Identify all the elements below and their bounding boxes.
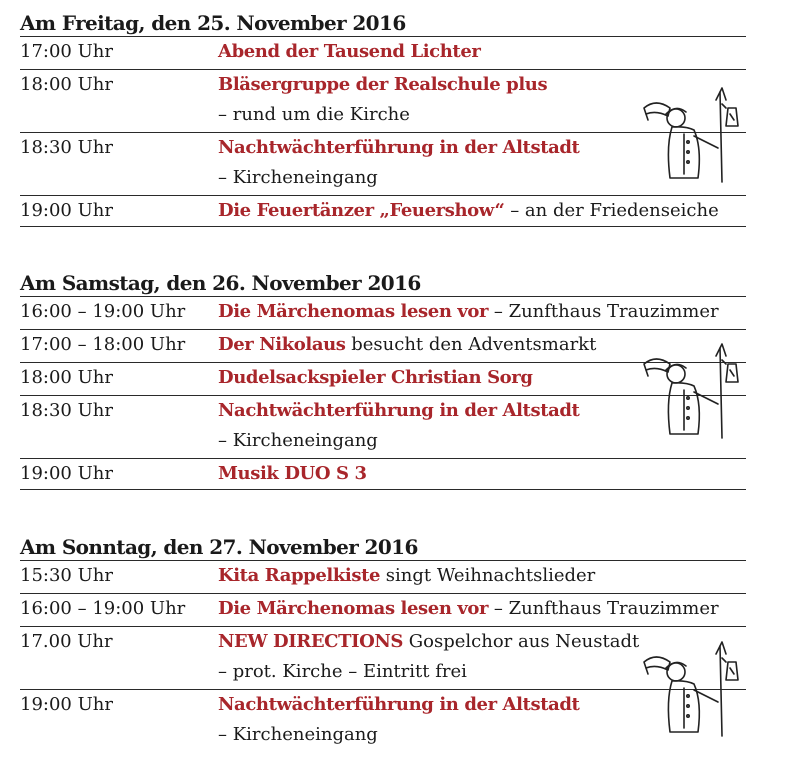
event-title: Die Feuertänzer „Feuershow“ (218, 200, 505, 221)
night-watchman-illustration (636, 86, 756, 186)
event-time: 19:00 Uhr (20, 200, 113, 221)
night-watchman-icon (636, 342, 756, 442)
event-title: NEW DIRECTIONS (218, 631, 404, 652)
night-watchman-icon (636, 640, 756, 740)
event-title: Die Märchenomas lesen vor (218, 598, 489, 619)
event-time: 19:00 Uhr (20, 463, 113, 484)
event-detail: – an der Friedenseiche (504, 200, 719, 221)
event-title: Kita Rappelkiste (218, 565, 381, 586)
event-detail: – Zunfthaus Trauzimmer (488, 301, 719, 322)
schedule-row (20, 593, 746, 626)
event-location: – Kircheneingang (218, 724, 378, 745)
event-time: 15:30 Uhr (20, 565, 113, 586)
event-title: Nachtwächterführung in der Altstadt (218, 400, 580, 421)
event-title: Musik DUO S 3 (218, 463, 367, 484)
schedule-row (20, 458, 746, 490)
event-time: 18:30 Uhr (20, 137, 113, 158)
event-location: – Kircheneingang (218, 430, 378, 451)
event-location: – prot. Kirche – Eintritt frei (218, 661, 467, 682)
event-detail: singt Weihnachtslieder (380, 565, 596, 586)
event-location: – Kircheneingang (218, 167, 378, 188)
event-title: Dudelsackspieler Christian Sorg (218, 367, 533, 388)
event-time: 17:00 – 18:00 Uhr (20, 334, 186, 355)
night-watchman-icon (636, 86, 756, 186)
event-title: Nachtwächterführung in der Altstadt (218, 137, 580, 158)
schedule-row (20, 560, 746, 593)
event-time: 18:00 Uhr (20, 367, 113, 388)
event-detail: besucht den Adventsmarkt (345, 334, 597, 355)
event-title: Abend der Tausend Lichter (218, 41, 481, 62)
event-time: 16:00 – 19:00 Uhr (20, 598, 186, 619)
event-time: 19:00 Uhr (20, 694, 113, 715)
event-detail: Gospelchor aus Neustadt (403, 631, 640, 652)
event-title: Der Nikolaus (218, 334, 346, 355)
event-time: 18:30 Uhr (20, 400, 113, 421)
schedule-row (20, 36, 746, 69)
event-detail: – Zunfthaus Trauzimmer (488, 598, 719, 619)
day-title: Am Sonntag, den 27. November 2016 (20, 535, 418, 559)
event-time: 16:00 – 19:00 Uhr (20, 301, 186, 322)
night-watchman-illustration (636, 342, 756, 442)
event-time: 17.00 Uhr (20, 631, 113, 652)
night-watchman-illustration (636, 640, 756, 740)
schedule-row (20, 195, 746, 227)
event-location: – rund um die Kirche (218, 104, 410, 125)
day-title: Am Samstag, den 26. November 2016 (20, 271, 421, 295)
event-time: 17:00 Uhr (20, 41, 113, 62)
event-title: Die Märchenomas lesen vor (218, 301, 489, 322)
event-time: 18:00 Uhr (20, 74, 113, 95)
schedule-row (20, 296, 746, 329)
day-title: Am Freitag, den 25. November 2016 (20, 11, 406, 35)
event-title: Nachtwächterführung in der Altstadt (218, 694, 580, 715)
event-title: Bläsergruppe der Realschule plus (218, 74, 548, 95)
